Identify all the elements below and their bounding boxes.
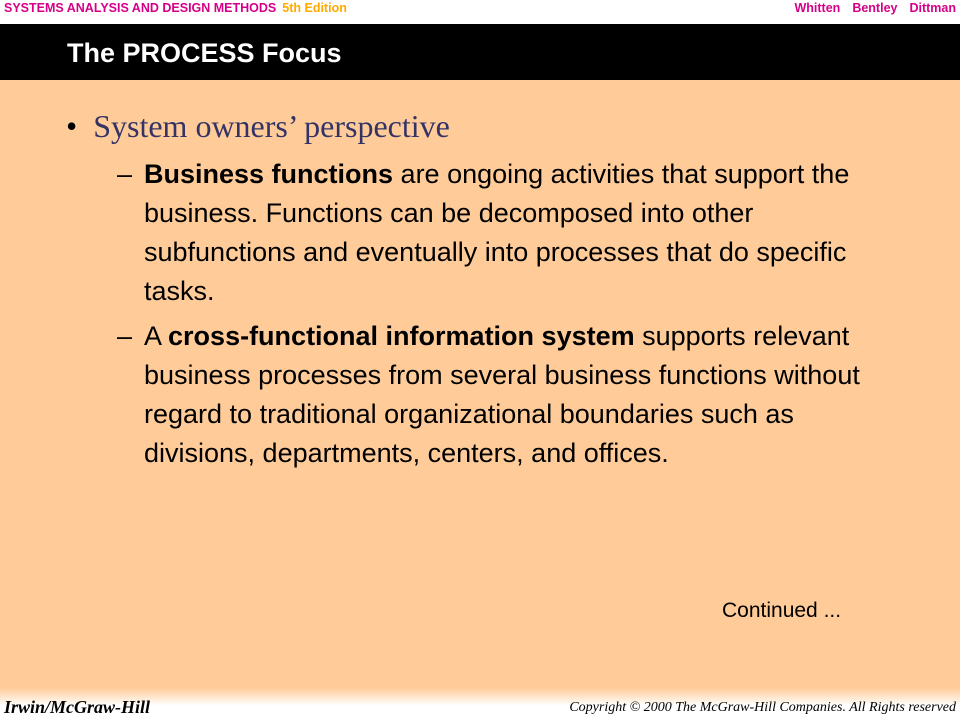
copyright-notice: Copyright © 2000 The McGraw-Hill Companies. All Rights reserved bbox=[569, 700, 956, 715]
book-info bbox=[4, 1, 347, 15]
sub-bullet-text bbox=[144, 155, 907, 311]
dash-icon: – bbox=[117, 321, 133, 351]
main-bullet-text: System owners’ perspective bbox=[93, 108, 450, 144]
sub-bullet-lead: A bbox=[144, 321, 169, 351]
book-edition: 5th Edition bbox=[282, 1, 347, 15]
book-series-title: SYSTEMS ANALYSIS AND DESIGN METHODS bbox=[4, 1, 277, 15]
sub-bullet-business-functions bbox=[117, 155, 907, 311]
sub-bullet-cross-functional bbox=[117, 317, 907, 473]
top-header-bar bbox=[0, 0, 960, 20]
title-bar bbox=[0, 24, 960, 80]
main-bullet bbox=[66, 108, 450, 145]
sub-bullet-rest: are ongoing activities that support the business. Functions can be decomposed into other subfunctions and eventually into processes that do specific tasks. bbox=[144, 159, 850, 306]
slide-title: The PROCESS Focus bbox=[67, 38, 342, 68]
dash-icon: – bbox=[117, 159, 133, 189]
sub-bullet-text bbox=[144, 317, 907, 473]
sub-bullet-term: Business functions bbox=[144, 159, 394, 189]
book-authors bbox=[782, 1, 956, 15]
author-name: Whitten bbox=[794, 1, 841, 15]
author-name: Dittman bbox=[909, 1, 956, 15]
author-name: Bentley bbox=[852, 1, 898, 15]
sub-bullet-term: cross-functional information system bbox=[168, 321, 635, 351]
publisher-name: Irwin/McGraw-Hill bbox=[4, 697, 151, 717]
continued-label: Continued ... bbox=[722, 599, 842, 622]
bullet-dot-icon: • bbox=[66, 108, 78, 144]
sub-bullet-rest: supports relevant business processes from several business functions without regard to traditional organizational boundaries such as divisions, departments, centers, and offices. bbox=[144, 321, 860, 468]
